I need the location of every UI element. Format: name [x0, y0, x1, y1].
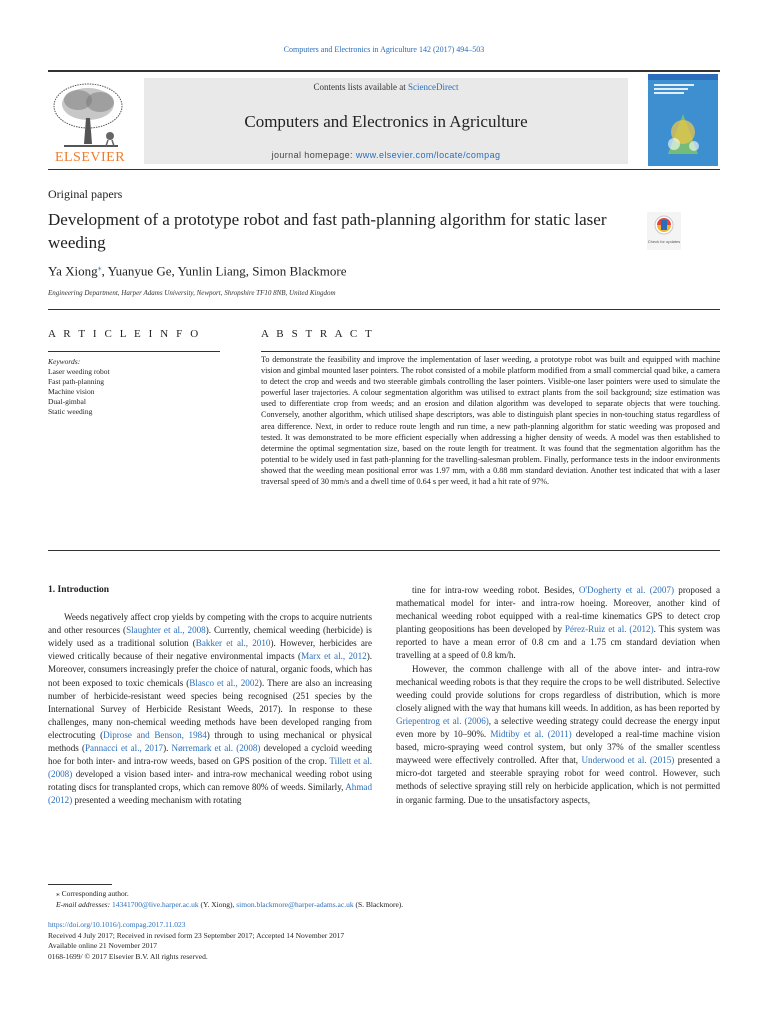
citation-link[interactable]: Midtiby et al. (2011)	[490, 729, 572, 740]
sciencedirect-link[interactable]: ScienceDirect	[408, 82, 459, 92]
journal-banner	[144, 78, 628, 164]
divider	[48, 309, 720, 310]
body-paragraph	[48, 611, 372, 807]
contents-line	[144, 82, 628, 92]
citation-link[interactable]: Griepentrog et al. (2006)	[396, 715, 489, 726]
paragraph-text: presented a weeding mechanism with rotating	[72, 795, 242, 806]
keywords-label: Keywords:	[48, 357, 81, 366]
citation-link[interactable]: Blasco et al., 2002	[189, 677, 259, 688]
copyright-line: 0168-1699/ © 2017 Elsevier B.V. All rights reserved.	[48, 951, 208, 961]
paragraph-text: ). There are also an increasing number of herbicide-resistant weed species being recognised (251 species by the International Survey of Herbicide Resistant Weeds, 2017). In response to these challenges, many non-chemical weeding methods have been developed ranging from electrocuting (	[48, 677, 372, 740]
body-column-right	[396, 584, 720, 807]
article-info-heading: A R T I C L E I N F O	[48, 328, 201, 340]
contents-prefix: Contents lists available at	[313, 82, 408, 92]
paragraph-text: presented a micro-dot targeted and steerable spraying robot for weed control. However, such methods of selective spraying still rely on herbicide application, which is not permitted in organic farming. Due to the unsatisfactory aspects,	[396, 755, 720, 805]
paragraph-text: Weeds negatively affect crop yields by competing with the crops to acquire nutrients and other resources (	[48, 612, 372, 636]
email-addresses	[48, 899, 403, 910]
email-link-blackmore[interactable]: simon.blackmore@harper-adams.ac.uk	[236, 900, 354, 909]
footnotes	[48, 888, 403, 910]
author-first[interactable]: Ya Xiong	[48, 263, 98, 279]
paragraph-text: developed a real-time machine vision based, micro-spraying weed control system, but only 37% of the smaller scentless mayweed were effectively controlled. After that,	[396, 729, 720, 766]
received-dates: Received 4 July 2017; Received in revised form 23 September 2017; Accepted 14 November 2017	[48, 930, 345, 940]
journal-homepage-link[interactable]: www.elsevier.com/locate/compag	[355, 150, 501, 160]
email-label: E-mail addresses:	[56, 900, 112, 909]
email-link-xiong[interactable]: 14341700@live.harper.ac.uk	[111, 900, 199, 909]
keyword: Dual-gimbal	[48, 397, 86, 406]
keywords-block	[48, 357, 110, 417]
paragraph-text: ).	[163, 743, 172, 754]
divider	[48, 351, 220, 352]
citation-link[interactable]: Diprose and Benson, 1984	[103, 729, 207, 740]
citation-link[interactable]: Bakker et al., 2010	[195, 638, 271, 649]
right-paragraphs	[396, 584, 720, 807]
section-heading-introduction: 1. Introduction	[48, 585, 110, 595]
article-section-label: Original papers	[48, 187, 123, 201]
citation-link[interactable]: Tillett et al. (2008)	[48, 756, 372, 780]
author-rest: , Yuanyue Ge, Yunlin Liang, Simon Blackmore	[101, 263, 347, 279]
online-date: Available online 21 November 2017	[48, 941, 157, 950]
journal-masthead	[48, 70, 720, 170]
citation-link[interactable]: Pannacci et al., 2017	[84, 743, 164, 754]
citation-link[interactable]: Slaughter et al., 2008	[126, 625, 206, 636]
divider	[48, 550, 720, 551]
elsevier-wordmark: ELSEVIER	[54, 150, 126, 165]
paragraph-text: ). Moreover, consumers increasingly prefer the choice of natural, organic foods, which has not been exposed to toxic chemicals (	[48, 651, 372, 688]
corresponding-author-mark[interactable]: ⁎	[97, 263, 102, 272]
journal-homepage-line	[144, 150, 628, 160]
body-paragraph	[396, 584, 720, 663]
citation-link[interactable]: Marx et al., 2012	[301, 651, 367, 662]
journal-citation-link[interactable]: Computers and Electronics in Agriculture 142 (2017) 494–503	[283, 45, 485, 54]
email-owner: (Y. Xiong),	[198, 900, 237, 909]
paragraph-text: proposed a mathematical model for inter- and intra-row hoeing. Moreover, another kind of mechanical weeding robot equipped with a real-time kinematics GPS to detect crop planting geopositions has been developed by	[396, 585, 720, 635]
check-for-updates-icon[interactable]	[647, 212, 681, 250]
keyword: Fast path-planning	[48, 377, 105, 386]
paragraph-text: . This system was reported to have a mean error of 0.8 cm and a 1.75 cm standard deviation when travelling at a speed of 0.8 km/h.	[396, 624, 721, 661]
paragraph-text: developed a vision based inter- and intra-row mechanical weeding robot using rotating discs for transplanted crops, which can remove 80% of weeds. Similarly,	[48, 769, 372, 793]
journal-title: Computers and Electronics in Agriculture	[244, 112, 528, 131]
citation-link[interactable]: Pérez-Ruiz et al. (2012)	[564, 624, 654, 635]
paragraph-text: , a selective weeding strategy could decrease the energy input even more by 10–90%.	[396, 715, 720, 740]
citation-link[interactable]: O'Dogherty et al. (2007)	[578, 585, 674, 595]
paragraph-text: However, the common challenge with all of the above inter- and intra-row mechanical weeding robots is that they require the crops to be well distributed. Selective weeding could provide solutions for crops regardless of distribution, which is more closely aligned with the way that humans kill weeds. In addition, as has been reported by	[396, 663, 721, 713]
abstract-heading: A B S T R A C T	[261, 328, 375, 340]
citation-link[interactable]: Underwood et al. (2015)	[581, 755, 675, 766]
paragraph-text: ) through to using mechanical or physical methods (	[48, 729, 372, 754]
body-column-left	[48, 584, 372, 808]
divider	[261, 351, 720, 352]
homepage-prefix: journal homepage:	[271, 150, 356, 160]
left-paragraphs	[48, 611, 372, 807]
article-title: Development of a prototype robot and fast path-planning algorithm for static laser weeding	[48, 210, 607, 252]
email-owner: (S. Blackmore).	[353, 900, 404, 909]
paragraph-text: developed a cycloid weeding hoe for both inter- and intra-row weeds, based on GPS position of the crop.	[48, 743, 372, 767]
citation-link[interactable]: Nørremark et al. (2008)	[171, 743, 261, 754]
footnote-divider	[48, 884, 112, 885]
citation-link[interactable]: Ahmad (2012)	[48, 782, 372, 806]
body-paragraph	[396, 663, 720, 807]
keyword: Machine vision	[48, 387, 95, 396]
author-affiliation: Engineering Department, Harper Adams University, Newport, Shropshire TF10 8NB, United Kingdom	[48, 289, 336, 297]
paragraph-text: tine for intra-row weeding robot. Besides,	[412, 585, 579, 595]
journal-cover-thumbnail[interactable]	[648, 74, 718, 166]
corresponding-author-note: ⁎ Corresponding author.	[56, 889, 129, 898]
abstract-text: To demonstrate the feasibility and improve the implementation of laser weeding, a prototype robot was built and equipped with machine vision and gimbal mounted laser pointers. The robot consisted of a mobile platform modified from a small commercial quad bike, a camera to detect the crop and weeds and two steerable gimbals controlling the laser pointers. Visible-one laser pointers were used to simulate the powerful laser trajectories. A colour segmentation algorithm was utilised to extract plants from the soil background; size estimation was used to differentiate crop from weeds; and an erosion and dilation algorithm was developed to separate objects that were touching. Conversely, another algorithm, which utilised shape descriptors, was able to distinguish plant species in non-touching status regardless of area difference. Next, in order to reduce route length and run time, a new path-planning algorithm for static weeding was proposed and tested. It was demonstrated to be more efficient especially when addressing a higher density of weeds. A model was then established to determine the optimal segmentation size, based on the route length for treatment. It was found that the segmentation algorithm has the potential to be widely used in fast path-planning for the travelling-salesman problem. Finally, performance tests in the indoor environments showed that the weeding mean positional error was 1.97 mm, with a 0.88 mm standard deviation. Another test indicated that with a laser traversal speed of 30 mm/s and a dwell time of 0.64 s per weed, it had a hit rate of 97%.	[261, 355, 720, 487]
doi-link[interactable]: https://doi.org/10.1016/j.compag.2017.11.023	[48, 920, 186, 929]
keyword: Static weeding	[48, 407, 93, 416]
author-list	[48, 263, 347, 279]
keyword: Laser weeding robot	[48, 367, 110, 376]
paragraph-text: ). However, herbicides are viewed critically because of their negative environmental impacts (	[48, 638, 372, 662]
crossmark-label: Check for updates	[647, 239, 681, 244]
publication-info	[48, 920, 344, 962]
paragraph-text: ). Currently, chemical weeding (herbicide) is widely used as a traditional solution (	[48, 625, 372, 649]
